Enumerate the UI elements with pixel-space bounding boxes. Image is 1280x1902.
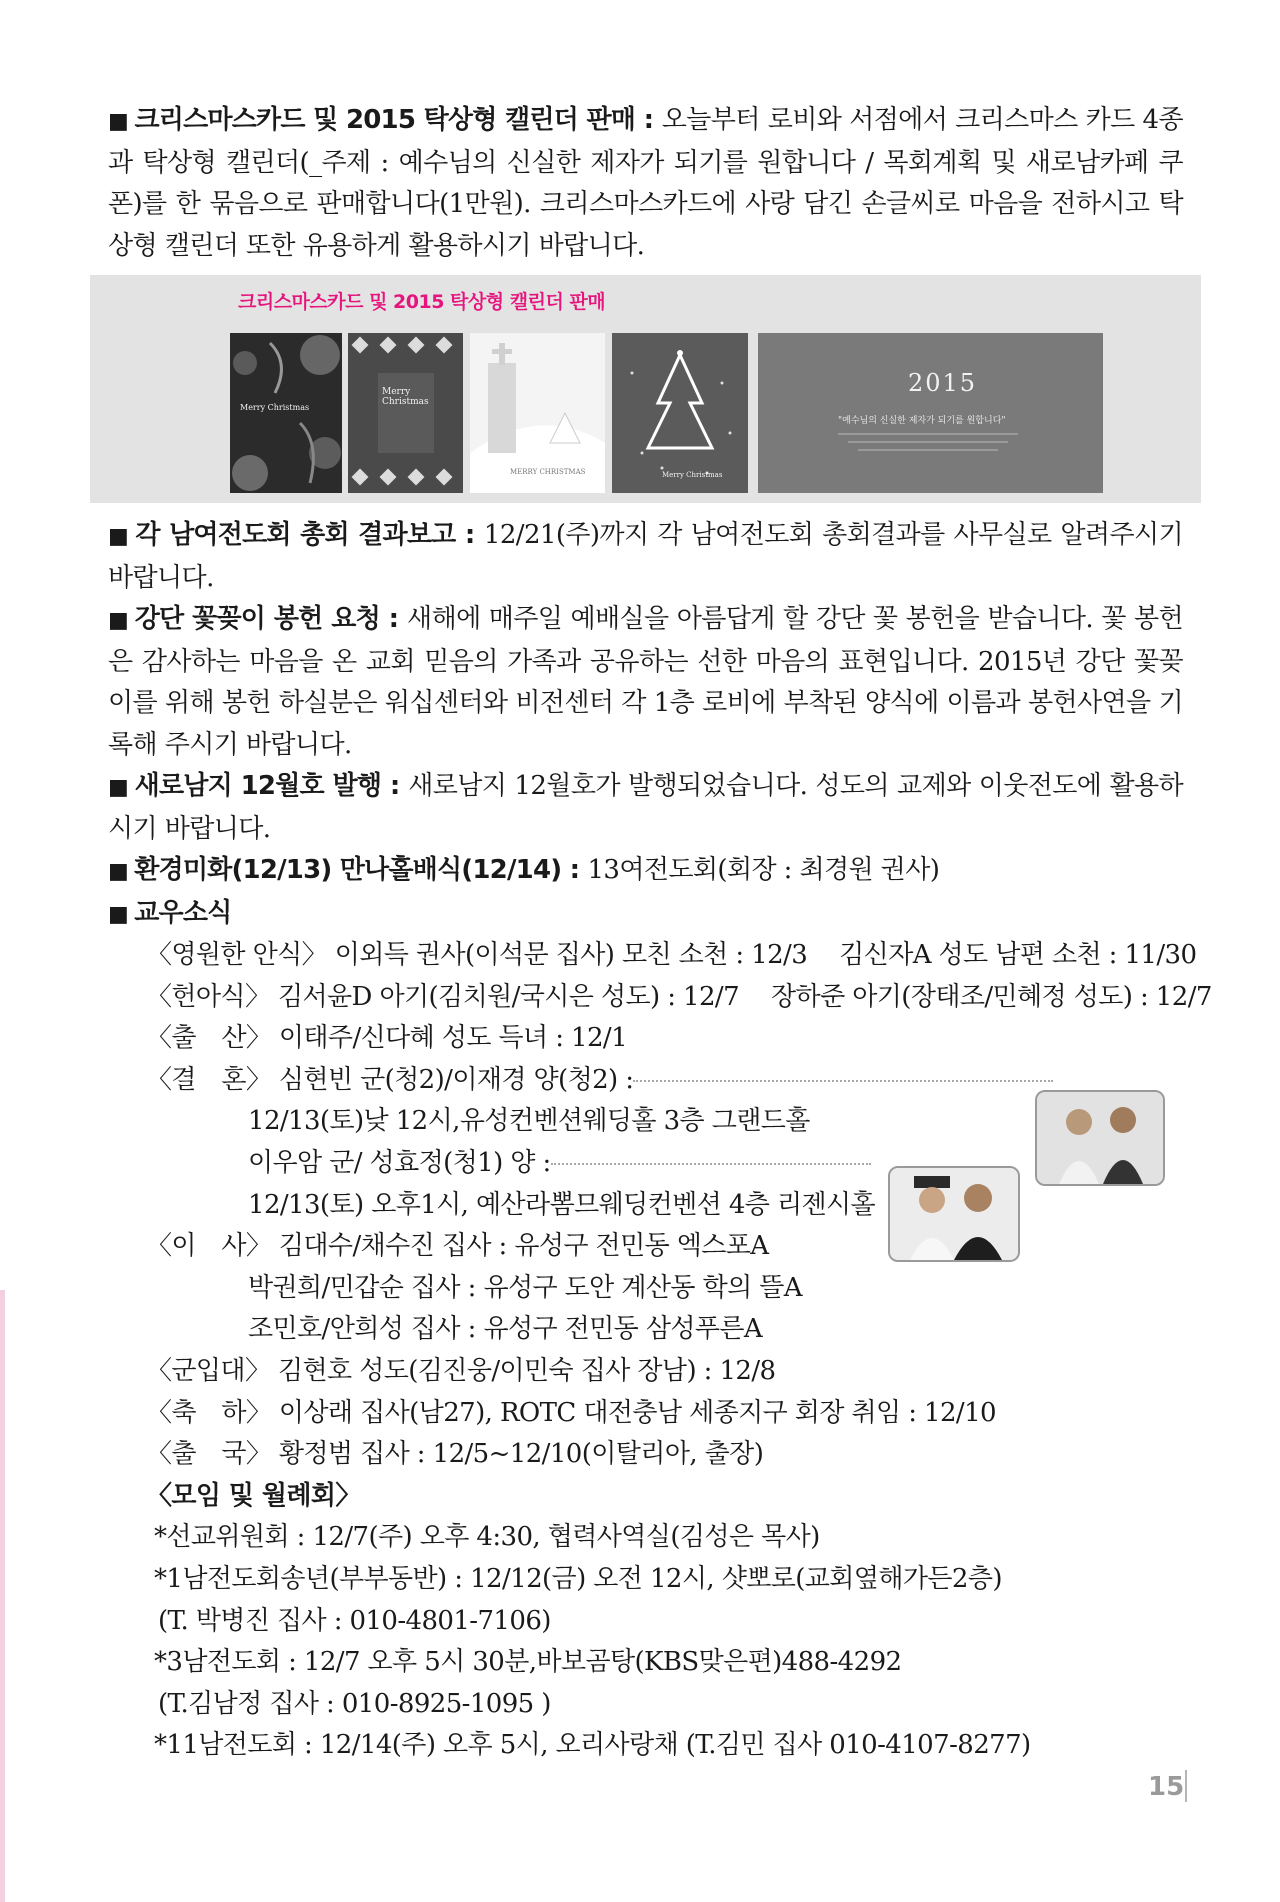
- couple-photo-icon: [890, 1168, 1018, 1260]
- wedding-photo: [1035, 1090, 1165, 1186]
- square-bullet-icon: ■: [108, 859, 129, 884]
- card-image-church: [470, 333, 605, 493]
- card-caption: Merry Christmas: [662, 471, 723, 479]
- list-item: *3남전도회 : 12/7 오후 5시 30분,바보곰탕(KBS맞은편)488-4292: [154, 1647, 902, 1678]
- announcement-assembly-report: ■ 각 남여전도회 총회 결과보고 : 12/21(주)까지 각 남여전도회 총회결과를 사무실로 알려주시기 바랍니다.: [108, 520, 1183, 593]
- banner-title: 크리스마스카드 및 2015 탁상형 캘린더 판매: [238, 291, 606, 313]
- card-caption: Merry Christmas: [240, 403, 310, 412]
- announcement-list: [108, 515, 1212, 1767]
- announcement-heading: 크리스마스카드 및 2015 탁상형 캘린더 판매: [134, 105, 636, 135]
- wedding-photo: [888, 1166, 1020, 1262]
- list-item: 이우암 군/ 성효정(청1) 양 :: [108, 1143, 1183, 1185]
- list-item: 〈헌아식〉 김서윤D 아기(김치원/국시은 성도) : 12/7 장하준 아기(장태조/민혜정 성도) : 12/7: [146, 981, 1212, 1012]
- christmas-card-banner: [90, 275, 1201, 503]
- announcement-flower-offering: ■ 강단 꽃꽂이 봉헌 요청 : 새해에 매주일 예배실을 아름답게 할 강단 꽃 봉헌을 받습니다. 꽃 봉헌은 감사하는 마음을 온 교회 믿음의 가족과 공유하는 선한 마음의 표현입니다. 2015년 강단 꽃꽂이를 위해 봉헌 하실분은 워십센터와 비전센터 각 1층 로비에 부착된 양식에 이름과 봉헌사연을 기록해 주시기 바랍니다.: [108, 604, 1184, 760]
- list-item: *1남전도회송년(부부동반) : 12/12(금) 오전 12시, 샷뽀로(교회옆해가든2층): [154, 1563, 1002, 1594]
- list-item: 〈결 혼〉 심현빈 군(청2)/이재경 양(청2) :: [108, 1060, 1183, 1102]
- page-edge-accent: [0, 1290, 5, 1902]
- announcement-body: 오늘부터 로비와 서점에서 크리스마스 카드 4종과 탁상형 캘린더(_주제 : 예수님의 신실한 제자가 되기를 원합니다 / 목회계획 및 새로남카페 쿠폰)를 한 묶음으로 판매합니다(1만원). 크리스마스카드에 사랑 담긴 손글씨로 마음을 전하시고 탁상형 캘린더 또한 유용하게 활용하시기 바랍니다.: [108, 105, 1183, 261]
- list-item: *11남전도회 : 12/14(주) 오후 5시, 오리사랑채 (T.김민 집사 010-4107-8277): [154, 1730, 1031, 1761]
- list-item: 박권희/민갑순 집사 : 유성구 도안 계산동 학의 뜰A: [248, 1272, 802, 1303]
- card-caption: Merry Christmas: [382, 387, 429, 407]
- calendar-text-line: [848, 441, 1008, 443]
- list-item: 12/13(토) 오후1시, 예산라뽐므웨딩컨벤션 4층 리젠시홀: [248, 1189, 876, 1220]
- calendar-motto: "예수님의 신실한 제자가 되기를 원합니다": [838, 416, 1006, 426]
- square-bullet-icon: ■: [108, 775, 129, 800]
- card-image-tree: [612, 333, 748, 493]
- list-item: 〈축 하〉 이상래 집사(남27), ROTC 대전충남 세종지구 회장 취임 : 12/10: [146, 1397, 996, 1428]
- list-item: (T. 박병진 집사 : 010-4801-7106): [158, 1605, 551, 1636]
- card-caption: MERRY CHRISTMAS: [510, 468, 586, 476]
- dotted-leader: [551, 1163, 871, 1165]
- floral-pattern-icon: [230, 333, 342, 493]
- card-image-floral: [230, 333, 342, 493]
- calendar-text-line: [858, 449, 998, 451]
- list-item: 〈출 국〉 황정범 집사 : 12/5~12/10(이탈리아, 출장): [146, 1439, 764, 1470]
- square-bullet-icon: ■: [108, 608, 129, 633]
- meetings-heading: 〈모임 및 월례회〉: [146, 1480, 361, 1511]
- card-image-pattern: [348, 333, 463, 493]
- list-item: 〈출 산〉 이태주/신다혜 성도 득녀 : 12/1: [146, 1023, 628, 1054]
- page-number-divider: [1185, 1770, 1187, 1802]
- announcement-member-news: ■ 교우소식: [108, 897, 232, 928]
- couple-photo-icon: [1037, 1092, 1163, 1184]
- calendar-image: [758, 333, 1103, 493]
- calendar-year: 2015: [908, 369, 978, 397]
- meetings-list: [108, 1476, 1183, 1767]
- list-item: (T.김남정 집사 : 010-8925-1095 ): [158, 1688, 551, 1719]
- list-item: *선교위원회 : 12/7(주) 오후 4:30, 협력사역실(김성은 목사): [154, 1522, 820, 1553]
- calendar-text-line: [838, 433, 1018, 435]
- diamond-pattern-icon: [348, 333, 463, 493]
- list-item: 12/13(토)낮 12시,유성컨벤션웨딩홀 3층 그랜드홀: [248, 1106, 810, 1137]
- square-bullet-icon: ■: [108, 524, 130, 549]
- list-item: 〈이 사〉 김대수/채수진 집사 : 유성구 전민동 엑스포A: [146, 1231, 769, 1262]
- announcement-cleaning: ■ 환경미화(12/13) 만나홀배식(12/14) : 13여전도회(회장 : 최경원 권사): [108, 855, 940, 885]
- square-bullet-icon: ■: [108, 901, 129, 927]
- square-bullet-icon: ■: [108, 109, 129, 134]
- member-news-list: [108, 935, 1212, 1476]
- announcement-magazine: ■ 새로남지 12월호 발행 : 새로남지 12월호가 발행되었습니다. 성도의 교제와 이웃전도에 활용하시기 바랍니다.: [108, 771, 1183, 844]
- list-item: 〈영원한 안식〉 이외득 권사(이석문 집사) 모친 소천 : 12/3 김신자A 성도 남편 소천 : 11/30: [146, 940, 1197, 970]
- announcement-christmas-cards: ■ 크리스마스카드 및 2015 탁상형 캘린더 판매 : 오늘부터 로비와 서점에서 크리스마스 카드 4종과 탁상형 캘린더(_주제 : 예수님의 신실한 제자가 되기를 원합니다 / 목회계획 및 새로남카페 쿠폰)를 한 묶음으로 판매합니다(1만원). 크리스마스카드에 사랑 담긴 손글씨로 마음을 전하시고 탁상형 캘린더 또한 유용하게 활용하시기 바랍니다.: [108, 105, 1183, 261]
- christmas-tree-icon: [612, 333, 748, 493]
- list-item: 〈군입대〉 김현호 성도(김진웅/이민숙 집사 장남) : 12/8: [146, 1355, 776, 1386]
- page-number: 15: [1148, 1772, 1185, 1802]
- dotted-leader: [633, 1080, 1053, 1082]
- list-item: 조민호/안희성 집사 : 유성구 전민동 삼성푸른A: [248, 1314, 763, 1345]
- announcements: [108, 100, 1212, 1767]
